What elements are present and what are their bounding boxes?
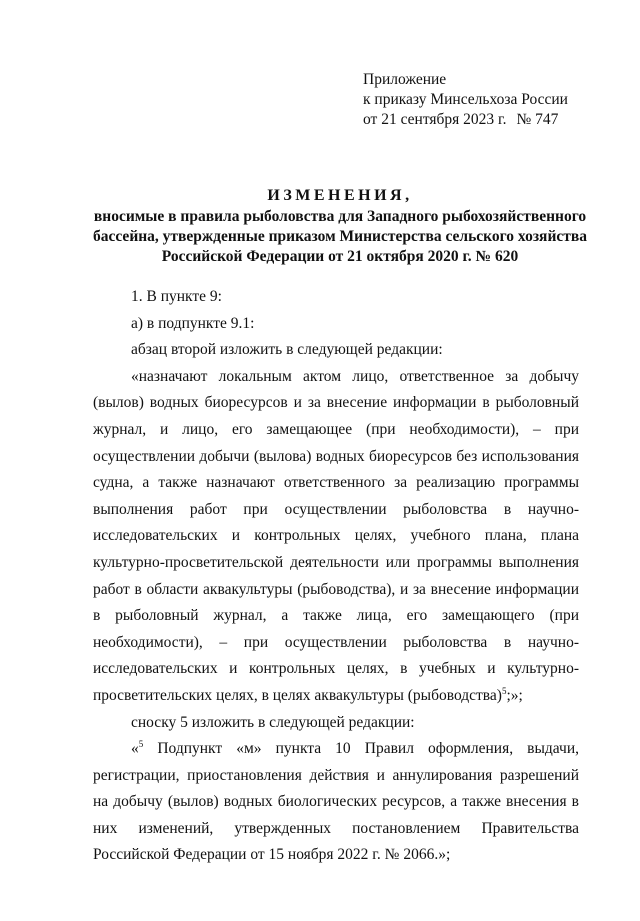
document-body [93,284,579,869]
title-heading: ИЗМЕНЕНИЯ, [267,187,413,204]
order-date: от 21 сентября 2023 г. [363,111,507,128]
footnote-number: 5 [138,739,144,750]
appendix-header [363,70,568,130]
footnote-marker: 5 [501,685,507,696]
paragraph-subpoint-9-1: а) в подпункте 9.1: [131,314,255,332]
footnote-body: Подпункт «м» пункта 10 Правил оформления, выдачи, регистрации, приостановления действия и аннулирования разрешений на добычу (вылов) водных биологических ресурсов, а также внесения в них изменений, утвержденных постановлением Правительства Российской Федерации от 15 ноября 2022 г. № 2066.»; [93,740,579,864]
footnote-open-quote: « [131,740,139,758]
paragraph-footnote-text [93,736,579,869]
order-date-line [363,110,568,130]
title-line-1: вносимые в правила рыболовства для Западного рыбохозяйственного [93,208,587,225]
paragraph-new-text [93,364,579,710]
title-line-3: Российской Федерации от 21 октября 2020 г. № 620 [161,248,519,265]
paragraph-instruction-1: абзац второй изложить в следующей редакции: [131,341,443,359]
new-text-body: «назначают локальным актом лицо, ответственное за добычу (вылов) водных биоресурсов и за внесение информации в рыболовный журнал, и лицо, его замещающее (при необходимости), – при осуществлении добычи (вылова) водных биоресурсов без использования судна, а также назначают ответственного за реализацию программы выполнения работ при осуществлении рыболовства в научно-исследовательских и контрольных целях, учебного плана, плана культурно-просветительской деятельности или программы выполнения работ в области аквакультуры (рыбоводства), и за внесение информации в рыболовный журнал, а также лица, его замещающего (при необходимости), – при осуществлении рыболовства в научно-исследовательских и контрольных целях, в учебных и культурно-просветительских целях, в целях аквакультуры (рыбоводства) [93,367,579,704]
new-text-end: ;»; [506,686,523,704]
paragraph-instruction-2: сноску 5 изложить в следующей редакции: [131,713,415,731]
appendix-label: Приложение [363,71,447,88]
order-reference: к приказу Минсельхоза России [363,91,568,108]
order-number: № 747 [516,111,559,128]
document-title [60,186,620,267]
paragraph-point-9: 1. В пункте 9: [131,288,222,305]
title-line-2: бассейна, утвержденные приказом Министерства сельского хозяйства [92,228,587,245]
